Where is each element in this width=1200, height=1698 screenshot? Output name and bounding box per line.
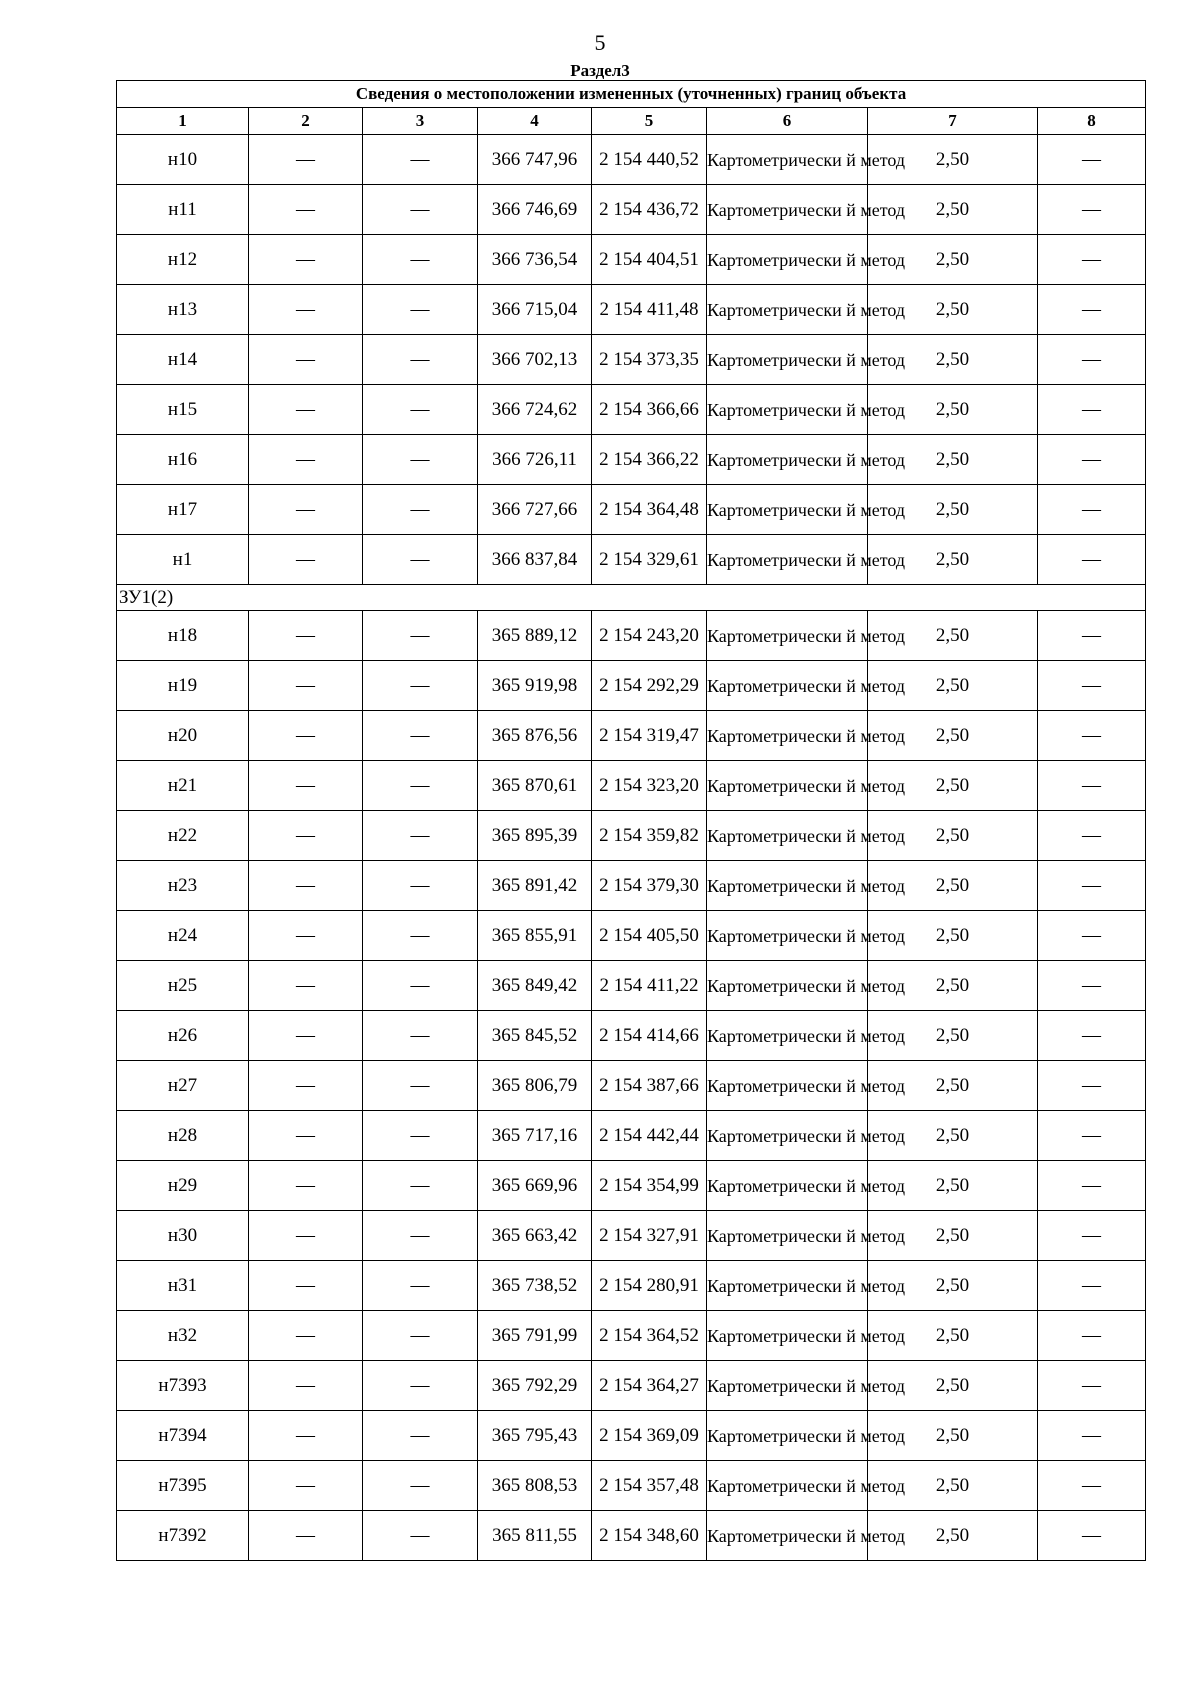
column-numbers-row [117, 108, 1146, 135]
method-cell: Картометрически й метод [707, 661, 868, 711]
point-name-cell: н12 [117, 235, 249, 285]
x-coordinate-cell: 365 717,16 [478, 1111, 592, 1161]
point-name-cell: н25 [117, 961, 249, 1011]
method-cell: Картометрически й метод [707, 961, 868, 1011]
accuracy-cell: 2,50 [868, 1311, 1038, 1361]
point-name-cell: н7394 [117, 1411, 249, 1461]
x-coordinate-cell: 365 808,53 [478, 1461, 592, 1511]
column-number: 5 [592, 108, 707, 135]
empty-dash-cell: — [249, 235, 363, 285]
y-coordinate-cell: 2 154 366,22 [592, 435, 707, 485]
accuracy-cell: 2,50 [868, 235, 1038, 285]
x-coordinate-cell: 365 845,52 [478, 1011, 592, 1061]
column-number: 8 [1038, 108, 1146, 135]
empty-dash-cell: — [1038, 1161, 1146, 1211]
empty-dash-cell: — [363, 711, 478, 761]
x-coordinate-cell: 365 855,91 [478, 911, 592, 961]
y-coordinate-cell: 2 154 373,35 [592, 335, 707, 385]
y-coordinate-cell: 2 154 364,27 [592, 1361, 707, 1411]
table-row [117, 1511, 1146, 1561]
point-name-cell: н7393 [117, 1361, 249, 1411]
table-row [117, 485, 1146, 535]
accuracy-cell: 2,50 [868, 961, 1038, 1011]
empty-dash-cell: — [1038, 135, 1146, 185]
empty-dash-cell: — [1038, 811, 1146, 861]
point-name-cell: н29 [117, 1161, 249, 1211]
empty-dash-cell: — [363, 1111, 478, 1161]
empty-dash-cell: — [1038, 535, 1146, 585]
method-cell: Картометрически й метод [707, 861, 868, 911]
table-row [117, 1311, 1146, 1361]
accuracy-cell: 2,50 [868, 535, 1038, 585]
point-name-cell: н28 [117, 1111, 249, 1161]
accuracy-cell: 2,50 [868, 135, 1038, 185]
table-row [117, 961, 1146, 1011]
x-coordinate-cell: 365 870,61 [478, 761, 592, 811]
x-coordinate-cell: 365 876,56 [478, 711, 592, 761]
y-coordinate-cell: 2 154 369,09 [592, 1411, 707, 1461]
table-row [117, 185, 1146, 235]
empty-dash-cell: — [363, 1511, 478, 1561]
method-cell: Картометрически й метод [707, 1411, 868, 1461]
empty-dash-cell: — [249, 911, 363, 961]
empty-dash-cell: — [363, 911, 478, 961]
empty-dash-cell: — [249, 811, 363, 861]
x-coordinate-cell: 365 919,98 [478, 661, 592, 711]
empty-dash-cell: — [1038, 1261, 1146, 1311]
x-coordinate-cell: 366 702,13 [478, 335, 592, 385]
empty-dash-cell: — [1038, 911, 1146, 961]
method-cell: Картометрически й метод [707, 135, 868, 185]
accuracy-cell: 2,50 [868, 1011, 1038, 1061]
empty-dash-cell: — [363, 135, 478, 185]
column-number: 4 [478, 108, 592, 135]
method-cell: Картометрически й метод [707, 1011, 868, 1061]
empty-dash-cell: — [249, 1211, 363, 1261]
x-coordinate-cell: 365 806,79 [478, 1061, 592, 1111]
empty-dash-cell: — [249, 961, 363, 1011]
y-coordinate-cell: 2 154 404,51 [592, 235, 707, 285]
empty-dash-cell: — [249, 335, 363, 385]
accuracy-cell: 2,50 [868, 861, 1038, 911]
method-cell: Картометрически й метод [707, 911, 868, 961]
method-cell: Картометрически й метод [707, 1361, 868, 1411]
empty-dash-cell: — [1038, 1461, 1146, 1511]
method-cell: Картометрически й метод [707, 1461, 868, 1511]
x-coordinate-cell: 365 891,42 [478, 861, 592, 911]
empty-dash-cell: — [1038, 285, 1146, 335]
point-name-cell: н18 [117, 611, 249, 661]
empty-dash-cell: — [363, 535, 478, 585]
method-cell: Картометрически й метод [707, 285, 868, 335]
empty-dash-cell: — [363, 611, 478, 661]
table-row [117, 1261, 1146, 1311]
x-coordinate-cell: 366 726,11 [478, 435, 592, 485]
method-cell: Картометрически й метод [707, 1261, 868, 1311]
accuracy-cell: 2,50 [868, 1261, 1038, 1311]
accuracy-cell: 2,50 [868, 1061, 1038, 1111]
y-coordinate-cell: 2 154 366,66 [592, 385, 707, 435]
y-coordinate-cell: 2 154 348,60 [592, 1511, 707, 1561]
y-coordinate-cell: 2 154 357,48 [592, 1461, 707, 1511]
empty-dash-cell: — [363, 1211, 478, 1261]
x-coordinate-cell: 366 837,84 [478, 535, 592, 585]
table-row [117, 135, 1146, 185]
y-coordinate-cell: 2 154 414,66 [592, 1011, 707, 1061]
table-row [117, 611, 1146, 661]
empty-dash-cell: — [249, 385, 363, 435]
point-name-cell: н31 [117, 1261, 249, 1311]
table-row [117, 911, 1146, 961]
empty-dash-cell: — [363, 1261, 478, 1311]
empty-dash-cell: — [1038, 1061, 1146, 1111]
method-cell: Картометрически й метод [707, 811, 868, 861]
y-coordinate-cell: 2 154 364,52 [592, 1311, 707, 1361]
empty-dash-cell: — [363, 961, 478, 1011]
y-coordinate-cell: 2 154 329,61 [592, 535, 707, 585]
empty-dash-cell: — [249, 1461, 363, 1511]
empty-dash-cell: — [249, 1261, 363, 1311]
table-row [117, 711, 1146, 761]
method-cell: Картометрически й метод [707, 435, 868, 485]
table-row [117, 761, 1146, 811]
y-coordinate-cell: 2 154 323,20 [592, 761, 707, 811]
method-cell: Картометрически й метод [707, 235, 868, 285]
method-cell: Картометрически й метод [707, 1511, 868, 1561]
empty-dash-cell: — [249, 711, 363, 761]
accuracy-cell: 2,50 [868, 1361, 1038, 1411]
empty-dash-cell: — [363, 811, 478, 861]
point-name-cell: н24 [117, 911, 249, 961]
method-cell: Картометрически й метод [707, 1311, 868, 1361]
table-row [117, 1461, 1146, 1511]
method-cell: Картометрически й метод [707, 335, 868, 385]
point-name-cell: н23 [117, 861, 249, 911]
empty-dash-cell: — [363, 335, 478, 385]
method-cell: Картометрически й метод [707, 1211, 868, 1261]
section-title: Раздел3 [570, 61, 630, 80]
column-number: 3 [363, 108, 478, 135]
method-cell: Картометрически й метод [707, 761, 868, 811]
method-cell: Картометрически й метод [707, 711, 868, 761]
empty-dash-cell: — [363, 1411, 478, 1461]
y-coordinate-cell: 2 154 243,20 [592, 611, 707, 661]
x-coordinate-cell: 365 795,43 [478, 1411, 592, 1461]
table-row [117, 1111, 1146, 1161]
empty-dash-cell: — [1038, 1411, 1146, 1461]
x-coordinate-cell: 366 746,69 [478, 185, 592, 235]
method-cell: Картометрически й метод [707, 1161, 868, 1211]
point-name-cell: н7395 [117, 1461, 249, 1511]
y-coordinate-cell: 2 154 280,91 [592, 1261, 707, 1311]
y-coordinate-cell: 2 154 379,30 [592, 861, 707, 911]
boundary-coordinates-table [116, 80, 1146, 1561]
empty-dash-cell: — [1038, 185, 1146, 235]
empty-dash-cell: — [1038, 435, 1146, 485]
empty-dash-cell: — [363, 1061, 478, 1111]
accuracy-cell: 2,50 [868, 711, 1038, 761]
empty-dash-cell: — [249, 761, 363, 811]
table-row [117, 285, 1146, 335]
empty-dash-cell: — [249, 1511, 363, 1561]
table-row [117, 335, 1146, 385]
table-row [117, 1211, 1146, 1261]
group-label-row [117, 585, 1146, 611]
accuracy-cell: 2,50 [868, 385, 1038, 435]
column-number: 2 [249, 108, 363, 135]
empty-dash-cell: — [249, 135, 363, 185]
method-cell: Картометрически й метод [707, 611, 868, 661]
empty-dash-cell: — [363, 185, 478, 235]
x-coordinate-cell: 365 738,52 [478, 1261, 592, 1311]
point-name-cell: н32 [117, 1311, 249, 1361]
table-row [117, 235, 1146, 285]
accuracy-cell: 2,50 [868, 661, 1038, 711]
table-row [117, 385, 1146, 435]
empty-dash-cell: — [249, 185, 363, 235]
x-coordinate-cell: 365 811,55 [478, 1511, 592, 1561]
point-name-cell: н1 [117, 535, 249, 585]
table-row [117, 861, 1146, 911]
empty-dash-cell: — [249, 1411, 363, 1461]
empty-dash-cell: — [1038, 1511, 1146, 1561]
point-name-cell: н7392 [117, 1511, 249, 1561]
point-name-cell: н15 [117, 385, 249, 435]
point-name-cell: н17 [117, 485, 249, 535]
table-row [117, 1161, 1146, 1211]
x-coordinate-cell: 366 724,62 [478, 385, 592, 435]
y-coordinate-cell: 2 154 292,29 [592, 661, 707, 711]
empty-dash-cell: — [1038, 1011, 1146, 1061]
empty-dash-cell: — [363, 661, 478, 711]
y-coordinate-cell: 2 154 319,47 [592, 711, 707, 761]
table-row [117, 1011, 1146, 1061]
empty-dash-cell: — [249, 535, 363, 585]
empty-dash-cell: — [1038, 861, 1146, 911]
y-coordinate-cell: 2 154 354,99 [592, 1161, 707, 1211]
x-coordinate-cell: 365 791,99 [478, 1311, 592, 1361]
empty-dash-cell: — [249, 485, 363, 535]
empty-dash-cell: — [1038, 761, 1146, 811]
x-coordinate-cell: 365 792,29 [478, 1361, 592, 1411]
point-name-cell: н16 [117, 435, 249, 485]
point-name-cell: н13 [117, 285, 249, 335]
point-name-cell: н27 [117, 1061, 249, 1111]
accuracy-cell: 2,50 [868, 285, 1038, 335]
empty-dash-cell: — [1038, 1211, 1146, 1261]
accuracy-cell: 2,50 [868, 1111, 1038, 1161]
empty-dash-cell: — [1038, 961, 1146, 1011]
table-row [117, 535, 1146, 585]
point-name-cell: н30 [117, 1211, 249, 1261]
empty-dash-cell: — [1038, 1311, 1146, 1361]
empty-dash-cell: — [249, 285, 363, 335]
empty-dash-cell: — [249, 1161, 363, 1211]
empty-dash-cell: — [363, 1361, 478, 1411]
empty-dash-cell: — [249, 1311, 363, 1361]
x-coordinate-cell: 366 747,96 [478, 135, 592, 185]
x-coordinate-cell: 365 669,96 [478, 1161, 592, 1211]
method-cell: Картометрически й метод [707, 1061, 868, 1111]
y-coordinate-cell: 2 154 411,48 [592, 285, 707, 335]
column-number: 1 [117, 108, 249, 135]
accuracy-cell: 2,50 [868, 335, 1038, 385]
column-number: 7 [868, 108, 1038, 135]
y-coordinate-cell: 2 154 387,66 [592, 1061, 707, 1111]
empty-dash-cell: — [249, 611, 363, 661]
empty-dash-cell: — [1038, 385, 1146, 435]
table-row [117, 661, 1146, 711]
x-coordinate-cell: 366 715,04 [478, 285, 592, 335]
empty-dash-cell: — [363, 1011, 478, 1061]
empty-dash-cell: — [1038, 485, 1146, 535]
method-cell: Картометрически й метод [707, 185, 868, 235]
empty-dash-cell: — [363, 1461, 478, 1511]
empty-dash-cell: — [363, 861, 478, 911]
method-cell: Картометрически й метод [707, 485, 868, 535]
empty-dash-cell: — [249, 435, 363, 485]
group-label: ЗУ1(2) [117, 585, 1146, 611]
accuracy-cell: 2,50 [868, 1161, 1038, 1211]
y-coordinate-cell: 2 154 405,50 [592, 911, 707, 961]
point-name-cell: н21 [117, 761, 249, 811]
point-name-cell: н19 [117, 661, 249, 711]
accuracy-cell: 2,50 [868, 185, 1038, 235]
accuracy-cell: 2,50 [868, 911, 1038, 961]
empty-dash-cell: — [249, 1361, 363, 1411]
point-name-cell: н11 [117, 185, 249, 235]
y-coordinate-cell: 2 154 364,48 [592, 485, 707, 535]
empty-dash-cell: — [363, 761, 478, 811]
table-row [117, 1061, 1146, 1111]
accuracy-cell: 2,50 [868, 1461, 1038, 1511]
empty-dash-cell: — [249, 861, 363, 911]
y-coordinate-cell: 2 154 436,72 [592, 185, 707, 235]
x-coordinate-cell: 366 727,66 [478, 485, 592, 535]
accuracy-cell: 2,50 [868, 435, 1038, 485]
empty-dash-cell: — [363, 435, 478, 485]
empty-dash-cell: — [1038, 661, 1146, 711]
x-coordinate-cell: 365 889,12 [478, 611, 592, 661]
empty-dash-cell: — [363, 1311, 478, 1361]
x-coordinate-cell: 365 849,42 [478, 961, 592, 1011]
accuracy-cell: 2,50 [868, 1511, 1038, 1561]
empty-dash-cell: — [363, 235, 478, 285]
y-coordinate-cell: 2 154 440,52 [592, 135, 707, 185]
y-coordinate-cell: 2 154 411,22 [592, 961, 707, 1011]
column-number: 6 [707, 108, 868, 135]
empty-dash-cell: — [363, 1161, 478, 1211]
accuracy-cell: 2,50 [868, 1411, 1038, 1461]
empty-dash-cell: — [1038, 335, 1146, 385]
table-title: Сведения о местоположении измененных (уточненных) границ объекта [117, 81, 1146, 108]
empty-dash-cell: — [249, 1011, 363, 1061]
y-coordinate-cell: 2 154 359,82 [592, 811, 707, 861]
point-name-cell: н14 [117, 335, 249, 385]
empty-dash-cell: — [249, 661, 363, 711]
method-cell: Картометрически й метод [707, 385, 868, 435]
table-title-row [117, 81, 1146, 108]
x-coordinate-cell: 366 736,54 [478, 235, 592, 285]
empty-dash-cell: — [363, 485, 478, 535]
method-cell: Картометрически й метод [707, 1111, 868, 1161]
method-cell: Картометрически й метод [707, 535, 868, 585]
y-coordinate-cell: 2 154 442,44 [592, 1111, 707, 1161]
empty-dash-cell: — [1038, 1361, 1146, 1411]
empty-dash-cell: — [249, 1061, 363, 1111]
empty-dash-cell: — [1038, 1111, 1146, 1161]
point-name-cell: н20 [117, 711, 249, 761]
table-row [117, 1411, 1146, 1461]
x-coordinate-cell: 365 895,39 [478, 811, 592, 861]
table-row [117, 811, 1146, 861]
accuracy-cell: 2,50 [868, 1211, 1038, 1261]
table-row [117, 1361, 1146, 1411]
accuracy-cell: 2,50 [868, 761, 1038, 811]
accuracy-cell: 2,50 [868, 611, 1038, 661]
table-row [117, 435, 1146, 485]
y-coordinate-cell: 2 154 327,91 [592, 1211, 707, 1261]
empty-dash-cell: — [1038, 711, 1146, 761]
empty-dash-cell: — [363, 385, 478, 435]
point-name-cell: н26 [117, 1011, 249, 1061]
page-number: 5 [594, 30, 606, 55]
empty-dash-cell: — [1038, 611, 1146, 661]
x-coordinate-cell: 365 663,42 [478, 1211, 592, 1261]
point-name-cell: н10 [117, 135, 249, 185]
accuracy-cell: 2,50 [868, 811, 1038, 861]
empty-dash-cell: — [1038, 235, 1146, 285]
accuracy-cell: 2,50 [868, 485, 1038, 535]
empty-dash-cell: — [363, 285, 478, 335]
empty-dash-cell: — [249, 1111, 363, 1161]
point-name-cell: н22 [117, 811, 249, 861]
